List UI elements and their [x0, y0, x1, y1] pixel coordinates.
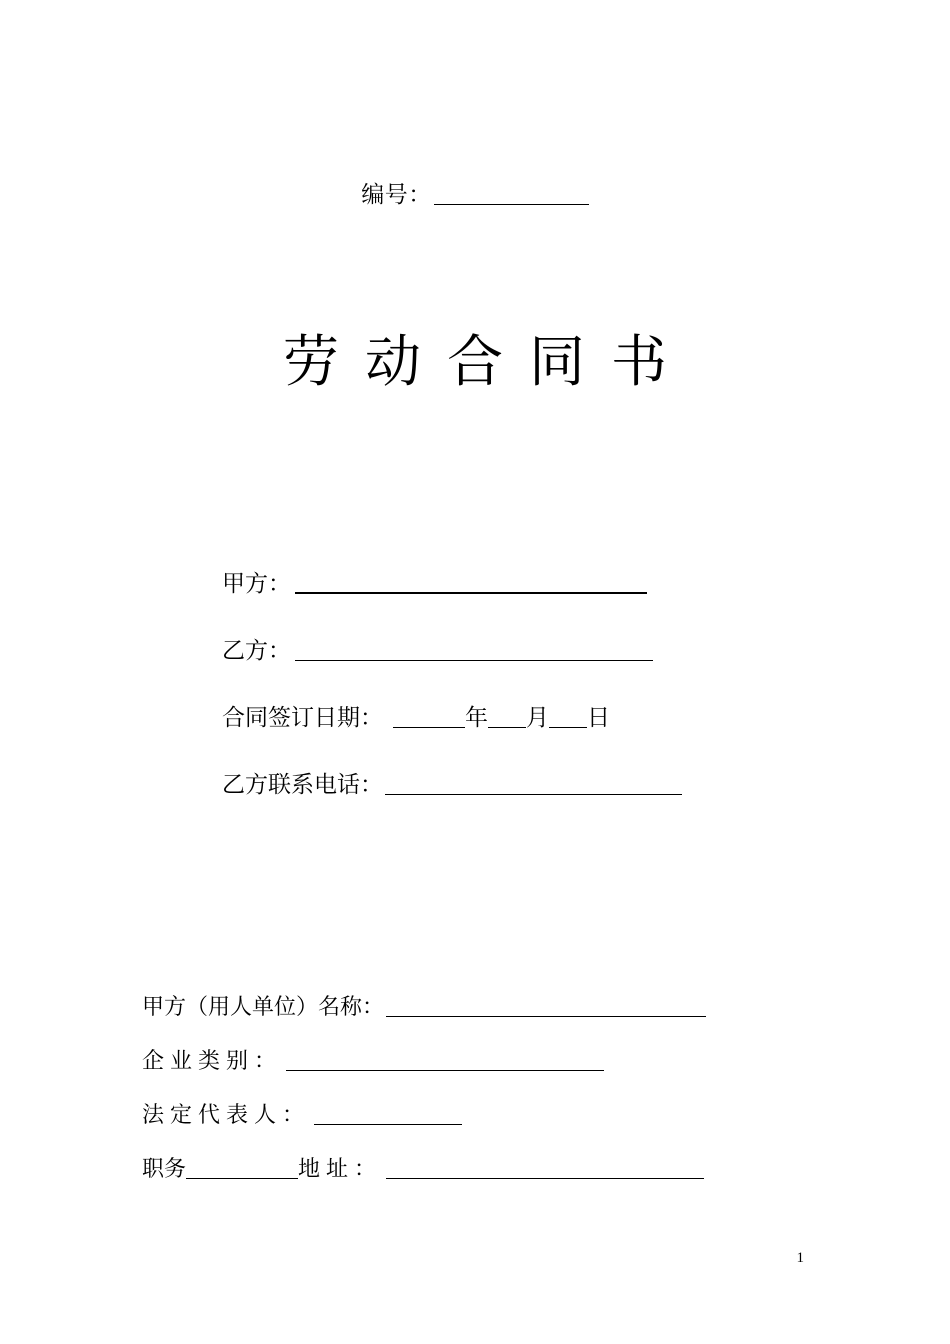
address-input[interactable] — [386, 1158, 704, 1179]
legal-representative-line — [142, 1104, 842, 1126]
post-input[interactable] — [186, 1158, 298, 1179]
signing-date-year-input[interactable] — [393, 707, 465, 728]
party-b-phone-input[interactable] — [385, 774, 682, 795]
serial-number-label: 编号： — [361, 182, 432, 207]
signing-date-year-unit: 年 — [465, 705, 488, 730]
employer-name-input[interactable] — [386, 996, 706, 1017]
enterprise-type-line — [142, 1050, 842, 1072]
party-b-line — [222, 639, 862, 662]
party-a-line — [222, 572, 862, 595]
signing-date-label: 合同签订日期： — [222, 705, 383, 730]
signing-date-day-unit: 日 — [587, 705, 610, 730]
party-b-phone-label: 乙方联系电话： — [222, 772, 383, 797]
post-and-address-line — [142, 1158, 842, 1180]
page-title: 劳动合同书 — [283, 332, 693, 394]
signing-date-day-input[interactable] — [549, 707, 587, 728]
employer-name-label: 甲方（用人单位）名称： — [142, 994, 385, 1019]
party-info-block — [222, 572, 862, 840]
signing-date-month-input[interactable] — [488, 707, 526, 728]
serial-number-row — [0, 176, 950, 209]
page-number: 1 — [796, 1250, 804, 1266]
party-b-label: 乙方： — [222, 638, 291, 663]
legal-representative-label: 法定代表人： — [142, 1102, 311, 1127]
employer-name-line — [142, 996, 842, 1018]
serial-number-blank[interactable] — [434, 183, 589, 205]
address-label: 地址： — [298, 1156, 383, 1181]
party-b-input[interactable] — [295, 640, 653, 661]
enterprise-type-input[interactable] — [286, 1050, 604, 1071]
signing-date-line — [222, 706, 862, 729]
party-b-phone-line — [222, 773, 862, 796]
signing-date-month-unit: 月 — [526, 705, 549, 730]
employer-info-block — [142, 996, 842, 1212]
legal-representative-input[interactable] — [314, 1104, 462, 1125]
post-label: 职务 — [142, 1156, 187, 1181]
party-a-label: 甲方： — [222, 571, 291, 596]
party-a-input[interactable] — [295, 572, 647, 594]
enterprise-type-label: 企业类别： — [142, 1048, 283, 1073]
